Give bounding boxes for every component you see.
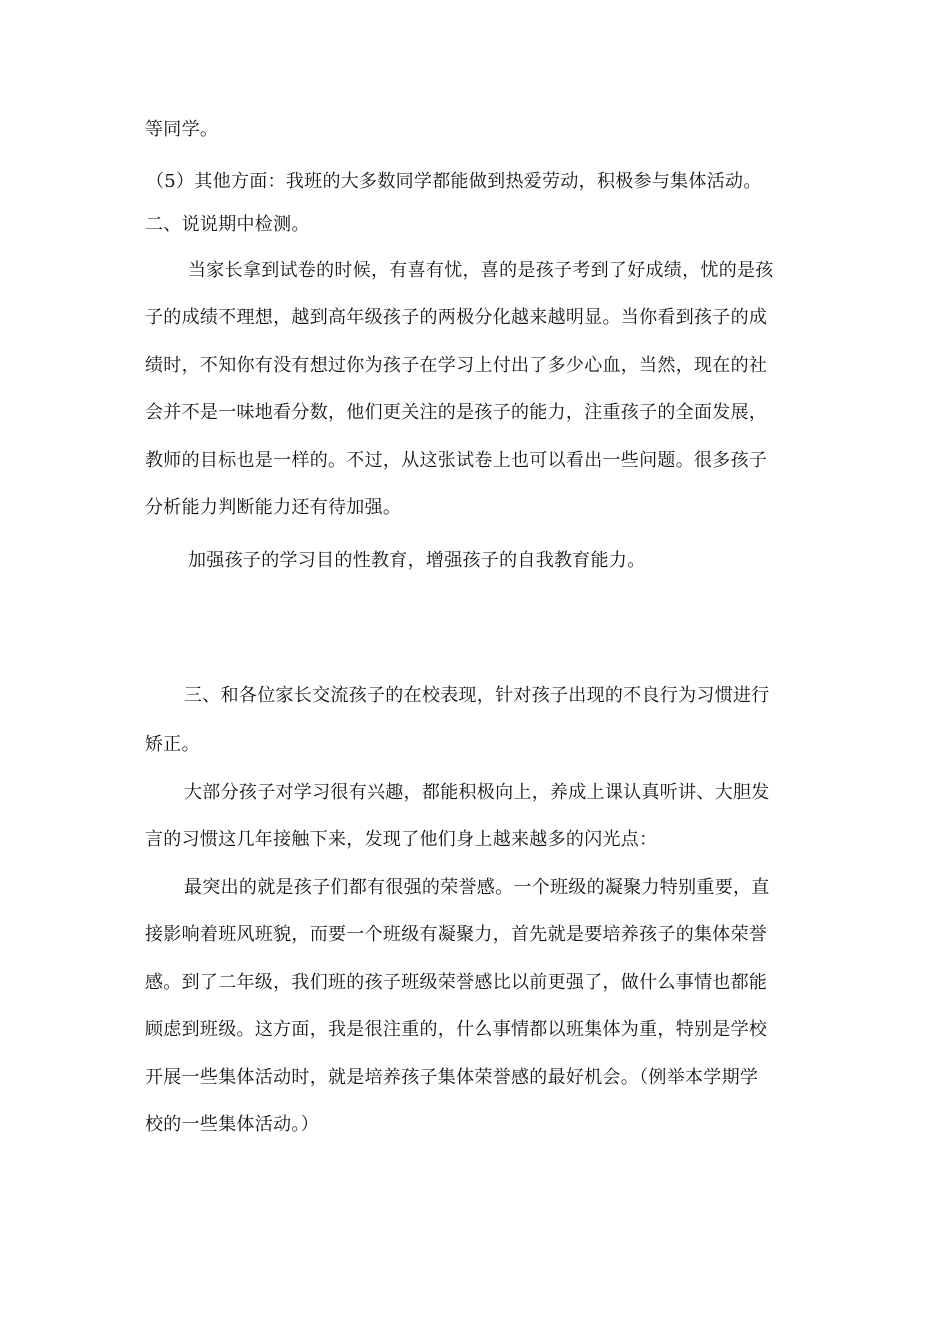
text-line: 会并不是一味地看分数，他们更关注的是孩子的能力，注重孩子的全面发展， [145, 402, 768, 423]
text-line: 大部分孩子对学习很有兴趣，都能积极向上，养成上课认真听讲、大胆发 [184, 782, 770, 803]
section-heading: 三、和各位家长交流孩子的在校表现，针对孩子出现的不良行为习惯进行 [184, 685, 770, 706]
text-line: 校的一些集体活动。） [145, 1114, 319, 1135]
text-line: 接影响着班风班貌，而要一个班级有凝聚力，首先就是要培养孩子的集体荣誉 [145, 924, 768, 945]
text-line: 加强孩子的学习目的性教育，增强孩子的自我教育能力。 [188, 550, 646, 571]
text-line: 等同学。 [145, 119, 219, 140]
text-line: 顾虑到班级。这方面，我是很注重的，什么事情都以班集体为重，特别是学校 [145, 1019, 768, 1040]
section-heading: 二、说说期中检测。 [145, 214, 310, 235]
text-line: 最突出的就是孩子们都有很强的荣誉感。一个班级的凝聚力特别重要，直 [184, 877, 770, 898]
text-line: 言的习惯这几年接触下来，发现了他们身上越来越多的闪光点： [145, 829, 658, 850]
text-line: 绩时，不知你有没有想过你为孩子在学习上付出了多少心血，当然，现在的社 [145, 355, 768, 376]
text-line: 子的成绩不理想，越到高年级孩子的两极分化越来越明显。当你看到孩子的成 [145, 307, 768, 328]
text-line: 感。到了二年级，我们班的孩子班级荣誉感比以前更强了，做什么事情也都能 [145, 972, 768, 993]
text-line: 教师的目标也是一样的。不过，从这张试卷上也可以看出一些问题。很多孩子 [145, 450, 768, 471]
text-line: （5）其他方面：我班的大多数同学都能做到热爱劳动，积极参与集体活动。 [146, 171, 762, 192]
text-line: 矫正。 [145, 734, 200, 755]
text-line: 当家长拿到试卷的时候，有喜有忧，喜的是孩子考到了好成绩，忧的是孩 [188, 260, 774, 281]
text-line: 开展一些集体活动时，就是培养孩子集体荣誉感的最好机会。（例举本学期学 [145, 1067, 759, 1088]
text-line: 分析能力判断能力还有待加强。 [145, 497, 402, 518]
